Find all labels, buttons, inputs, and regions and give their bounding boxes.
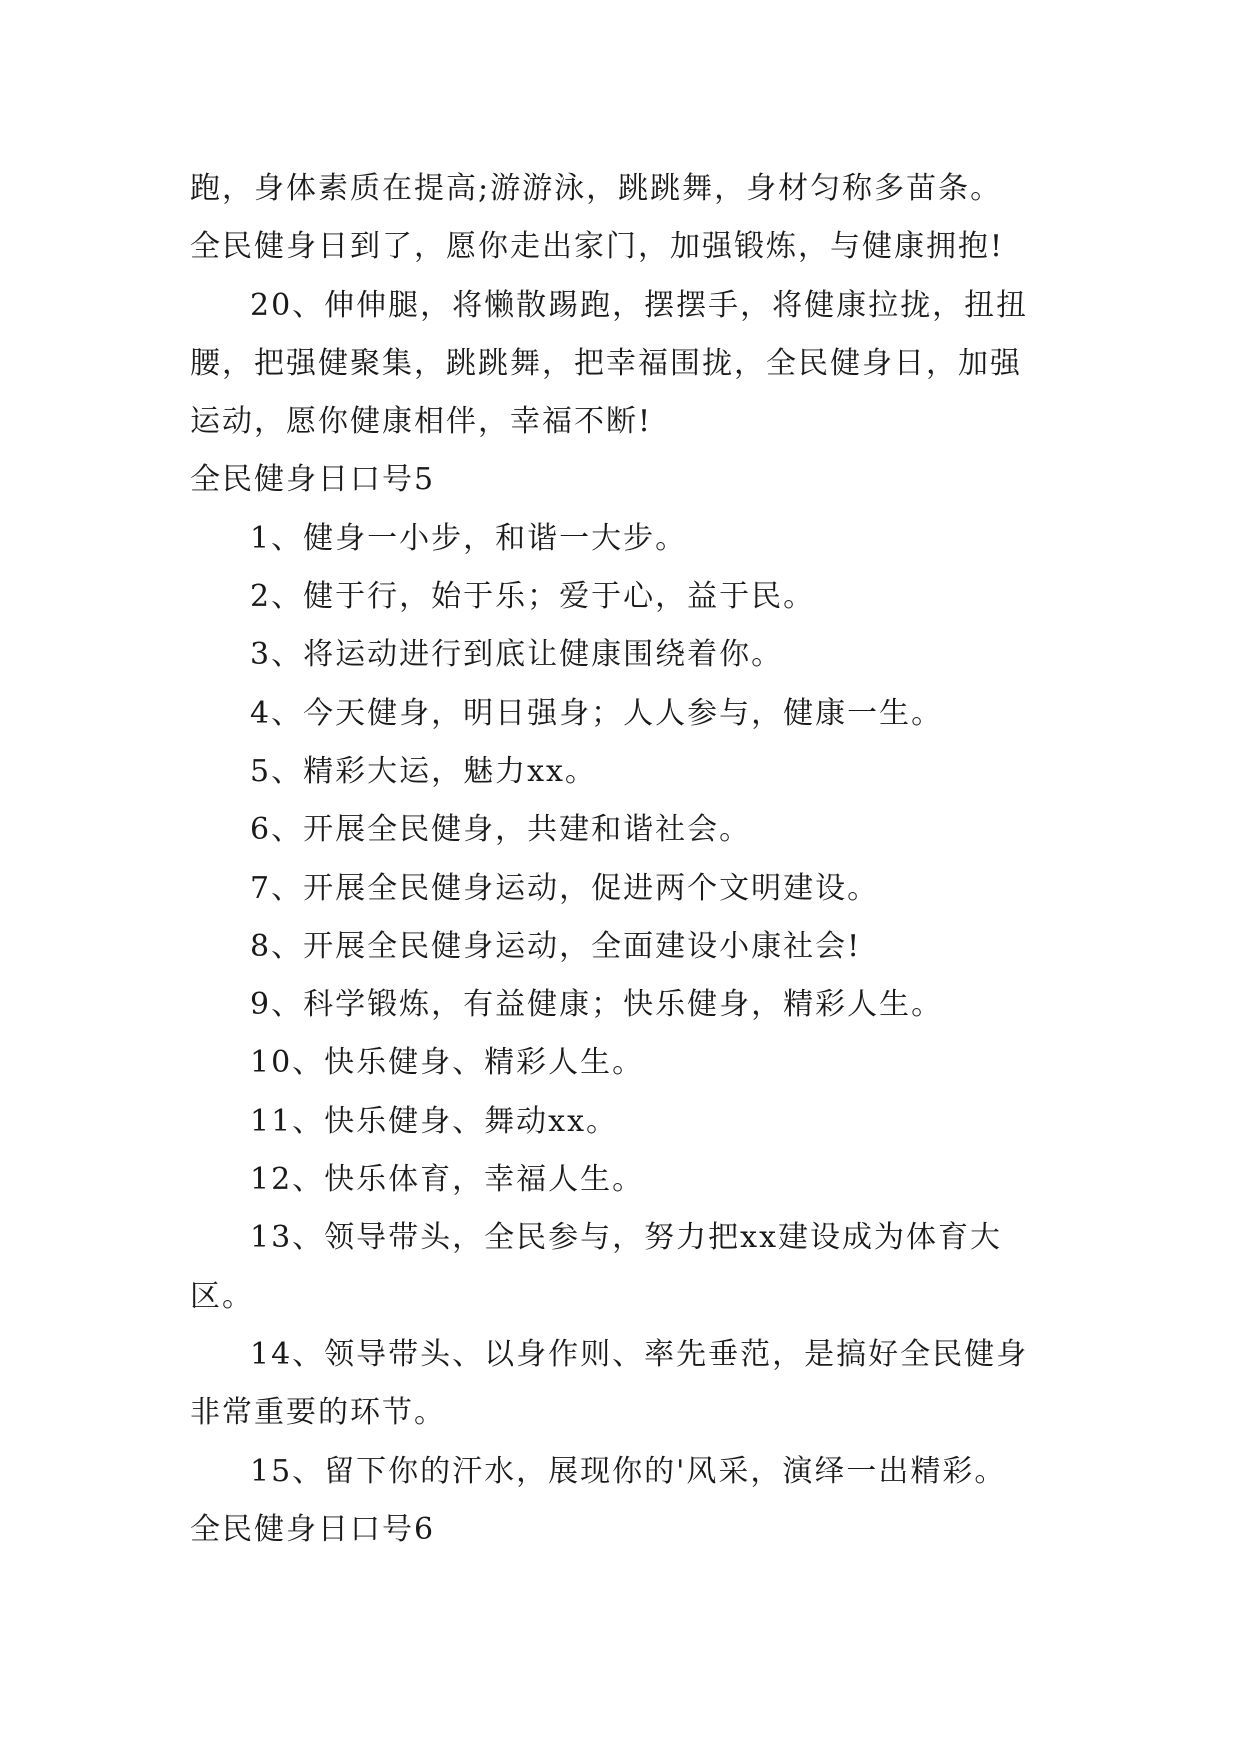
list-item: 3、将运动进行到底让健康围绕着你。	[250, 637, 784, 673]
list-item: 5、精彩大运，魅力xx。	[250, 753, 597, 789]
list-item: 1、健身一小步，和谐一大步。	[250, 520, 688, 556]
text-line: 跑，身体素质在提高;游游泳，跳跳舞，身材匀称多苗条。	[190, 171, 1003, 206]
text-line: 运动，愿你健康相伴，幸福不断!	[190, 404, 653, 440]
section-heading: 全民健身日口号5	[190, 462, 436, 498]
text-line: 非常重要的环节。	[190, 1395, 446, 1431]
list-item: 12、快乐体育，幸福人生。	[250, 1162, 645, 1198]
list-item: 14、领导带头、以身作则、率先垂范，是搞好全民健身	[250, 1336, 1029, 1372]
list-item: 13、领导带头，全民参与，努力把xx建设成为体育大	[250, 1220, 1003, 1256]
list-item: 11、快乐健身、舞动xx。	[250, 1103, 619, 1139]
text-line: 区。	[190, 1278, 254, 1314]
list-item: 15、留下你的汗水，展现你的'风采，演绎一出精彩。	[250, 1453, 1007, 1489]
list-item: 10、快乐健身、精彩人生。	[250, 1045, 645, 1081]
text-line: 腰，把强健聚集，跳跳舞，把幸福围拢，全民健身日，加强	[190, 345, 1022, 381]
text-line: 全民健身日到了，愿你走出家门，加强锻炼，与健康拥抱!	[190, 229, 1005, 265]
list-item: 9、科学锻炼，有益健康；快乐健身，精彩人生。	[250, 987, 944, 1023]
list-item: 2、健于行，始于乐；爱于心，益于民。	[250, 579, 816, 615]
document-page	[190, 160, 1060, 1559]
text-line: 20、伸伸腿，将懒散踢跑，摆摆手，将健康拉拢，扭扭	[250, 287, 1029, 323]
list-item: 7、开展全民健身运动，促进两个文明建设。	[250, 870, 880, 906]
section-heading: 全民健身日口号6	[190, 1511, 436, 1547]
list-item: 6、开展全民健身，共建和谐社会。	[250, 812, 752, 848]
list-item: 8、开展全民健身运动，全面建设小康社会!	[250, 928, 862, 964]
list-item: 4、今天健身，明日强身；人人参与，健康一生。	[250, 695, 944, 731]
